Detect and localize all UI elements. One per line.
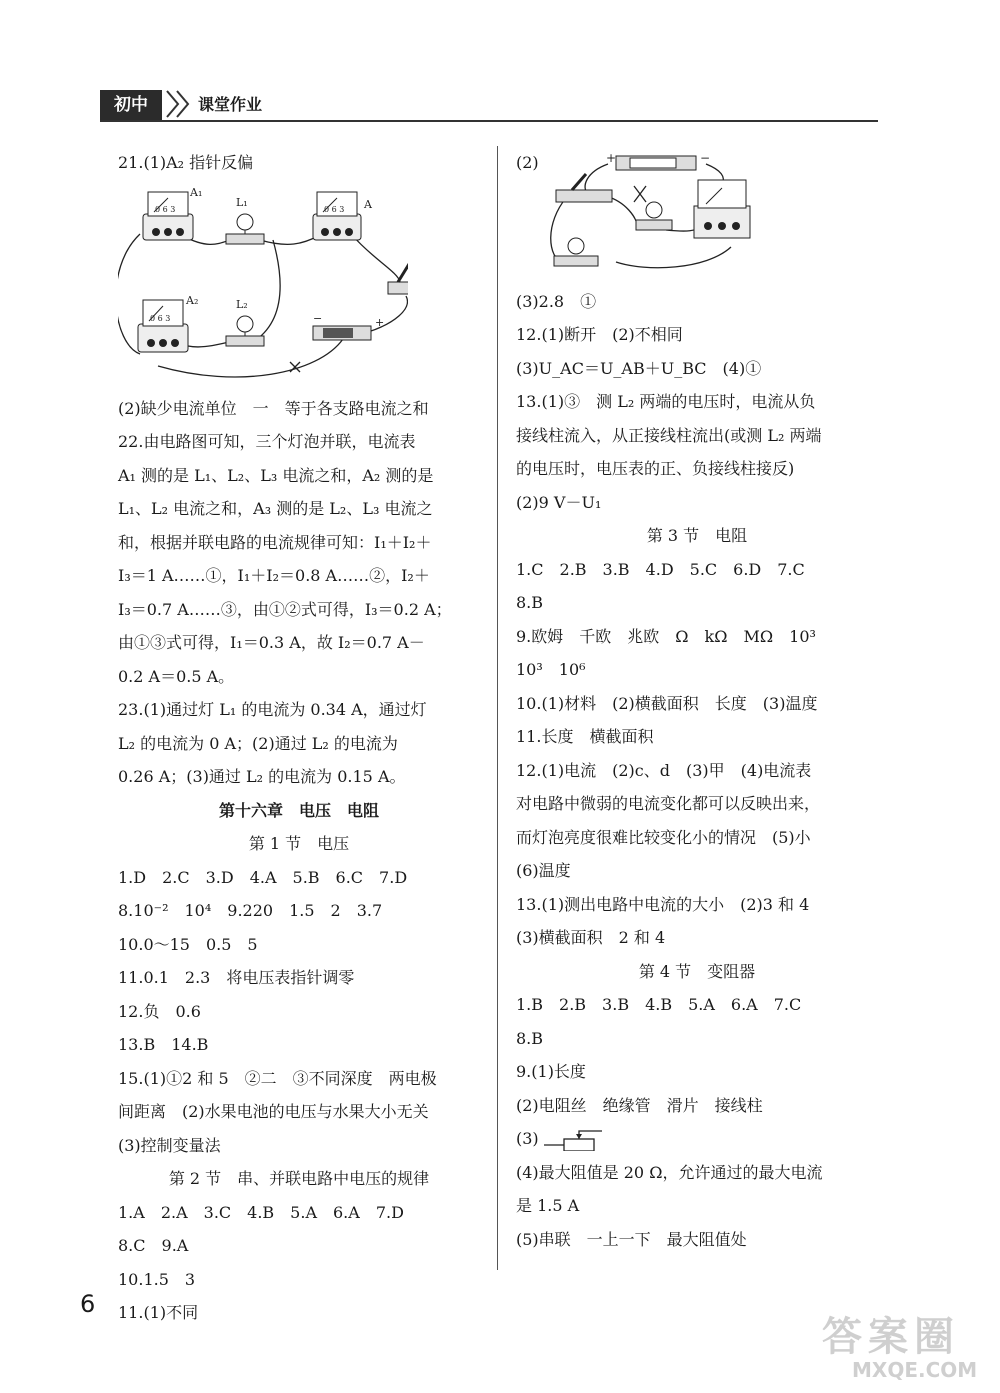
- chapter-heading: 第十六章 电压 电阻: [218, 800, 379, 820]
- bulb-icon: [636, 202, 672, 230]
- answer-line: L₁、L₂ 电流之和，A₃ 测的是 L₂、L₃ 电流之: [118, 499, 433, 518]
- label-minus: −: [313, 311, 323, 325]
- battery-icon: [616, 156, 696, 170]
- answer-line: 9.欧姆 千欧 兆欧 Ω kΩ MΩ 10³: [516, 626, 816, 646]
- answer-line: 22.由电路图可知，三个灯泡并联，电流表: [118, 432, 416, 451]
- answer-line: A₁ 测的是 L₁、L₂、L₃ 电流之和，A₂ 测的是: [118, 465, 434, 485]
- double-chevron-icon: [164, 88, 194, 120]
- answer-line: 23.(1)通过灯 L₁ 的电流为 0.34 A，通过灯: [118, 700, 427, 719]
- switch-icon: [388, 256, 408, 294]
- answer-line: 11.(1)不同: [118, 1303, 199, 1322]
- answer-line: (5)串联 一上一下 最大阻值处: [516, 1229, 747, 1249]
- label-scale-a: 0 6 3: [324, 204, 345, 214]
- answer-label: (3): [516, 1129, 539, 1148]
- answer-line: 1.B 2.B 3.B 4.B 5.A 6.A 7.C: [516, 995, 802, 1014]
- answer-line: (2)缺少电流单位 一 等于各支路电流之和: [118, 398, 429, 418]
- book-title: 课堂作业: [198, 95, 263, 114]
- answer-line: 0.26 A；(3)通过 L₂ 的电流为 0.15 A。: [118, 767, 406, 786]
- right-column: [516, 146, 878, 1256]
- watermark-logo: 答案圈: [822, 1314, 960, 1360]
- answer-line: (6)温度: [516, 861, 571, 880]
- answer-line: 和，根据并联电路的电流规律可知：I₁＋I₂＋: [118, 532, 432, 552]
- label-plus: +: [375, 315, 385, 329]
- label-a2: A₂: [186, 293, 199, 307]
- column-divider: [497, 146, 498, 1270]
- answer-line: (3)2.8 ①: [516, 291, 597, 311]
- watermark: [822, 1305, 977, 1382]
- answer-line: 是 1.5 A: [516, 1196, 580, 1215]
- rheostat-symbol-icon: [544, 1129, 604, 1151]
- answer-line: I₃＝1 A……①，I₁＋I₂＝0.8 A……②，I₂＋: [118, 566, 430, 585]
- answer-line: 8.C 9.A: [118, 1236, 189, 1255]
- answer-line: 11.长度 横截面积: [516, 727, 654, 746]
- circuit-diagram-1: [118, 184, 480, 388]
- answer-line: 8.10⁻² 10⁴ 9.220 1.5 2 3.7: [118, 901, 383, 920]
- answer-line: 间距离 (2)水果电池的电压与水果大小无关: [118, 1102, 429, 1121]
- watermark-url: MXQE.COM: [852, 1358, 978, 1382]
- answer-line: 21.(1)A₂ 指针反偏: [118, 153, 254, 172]
- answer-line: 13.(1)③ 测 L₂ 两端的电压时，电流从负: [516, 392, 816, 411]
- bulb-l2-icon: [226, 316, 264, 346]
- answer-line: 0.2 A＝0.5 A。: [118, 666, 235, 686]
- section-heading: 第 4 节 变阻器: [638, 961, 756, 981]
- switch-icon: [556, 174, 612, 202]
- answer-line: L₂ 的电流为 0 A；(2)通过 L₂ 的电流为: [118, 733, 398, 753]
- answer-line: 1.C 2.B 3.B 4.D 5.C 6.D 7.C: [516, 559, 805, 579]
- label-plus: +: [606, 151, 617, 165]
- label-a1: A₁: [190, 185, 203, 199]
- answer-line: 接线柱流入，从正接线柱流出(或测 L₂ 两端: [516, 425, 822, 445]
- answer-line: [516, 1122, 878, 1156]
- answer-line: 13.B 14.B: [118, 1035, 209, 1054]
- left-column: [118, 146, 480, 1330]
- answer-line: 1.D 2.C 3.D 4.A 5.B 6.C 7.D: [118, 867, 408, 887]
- answer-line: (3)U_AC＝U_AB＋U_BC (4)①: [516, 358, 762, 378]
- answer-line: 10³ 10⁶: [516, 660, 586, 679]
- ammeter-a2-icon: [138, 300, 188, 352]
- bulb-icon: [554, 238, 598, 266]
- answer-line: I₃＝0.7 A……③，由①②式可得，I₃＝0.2 A；: [118, 599, 452, 619]
- answer-line: (2)电阻丝 绝缘管 滑片 接线柱: [516, 1095, 763, 1115]
- page-number: 6: [80, 1290, 96, 1318]
- battery-icon: [313, 326, 371, 340]
- header-rule: [100, 120, 878, 122]
- answer-line: 10.1.5 3: [118, 1269, 196, 1289]
- section-heading: 第 3 节 电阻: [646, 526, 748, 545]
- label-scale-a1: 0 6 3: [155, 204, 176, 214]
- answer-line: 9.(1)长度: [516, 1062, 586, 1081]
- label-l2: L₂: [236, 297, 248, 311]
- answer-line: 12.(1)断开 (2)不相同: [516, 325, 683, 344]
- ammeter-a1-icon: [143, 192, 193, 240]
- answer-line: 的电压时，电压表的正、负接线柱接反): [516, 459, 795, 478]
- answer-line: 15.(1)①2 和 5 ②二 ③不同深度 两电极: [118, 1068, 437, 1088]
- answer-line: (3)横截面积 2 和 4: [516, 928, 666, 947]
- section-heading: 第 2 节 串、并联电路中电压的规律: [168, 1169, 430, 1188]
- answer-line: 由①③式可得，I₁＝0.3 A，故 I₂＝0.7 A－: [118, 633, 425, 652]
- grade-tag: 初中: [100, 90, 162, 120]
- answer-line: 8.B: [516, 593, 544, 612]
- answer-line: 1.A 2.A 3.C 4.B 5.A 6.A 7.D: [118, 1202, 404, 1222]
- answer-line: 12.负 0.6: [118, 1001, 201, 1021]
- answer-line: (2): [516, 153, 539, 172]
- answer-line: 10.(1)材料 (2)横截面积 长度 (3)温度: [516, 693, 818, 713]
- ammeter-a-icon: [313, 192, 361, 240]
- answer-line: 12.(1)电流 (2)c、d (3)甲 (4)电流表: [516, 760, 812, 780]
- page-header: [100, 82, 878, 122]
- label-a: A: [364, 197, 372, 211]
- answer-line: 11.0.1 2.3 将电压表指针调零: [118, 968, 355, 987]
- answer-line: 13.(1)测出电路中电流的大小 (2)3 和 4: [516, 894, 810, 914]
- answer-line: (2)9 V－U₁: [516, 492, 602, 512]
- section-heading: 第 1 节 电压: [248, 834, 350, 853]
- label-minus: −: [700, 151, 711, 165]
- answer-line: 10.0～15 0.5 5: [118, 934, 258, 954]
- answer-line: 8.B: [516, 1028, 544, 1048]
- circuit-diagram-2: [546, 152, 878, 281]
- answer-line: (3)控制变量法: [118, 1135, 221, 1155]
- answer-line: 而灯泡亮度很难比较变化小的情况 (5)小: [516, 827, 811, 847]
- label-l1: L₁: [236, 195, 248, 209]
- bulb-l1-icon: [226, 214, 264, 244]
- answer-line: (4)最大阻值是 20 Ω，允许通过的最大电流: [516, 1162, 823, 1182]
- voltmeter-icon: [694, 180, 750, 238]
- answer-line: 对电路中微弱的电流变化都可以反映出来，: [516, 794, 821, 813]
- label-scale-a2: 0 6 3: [150, 313, 171, 323]
